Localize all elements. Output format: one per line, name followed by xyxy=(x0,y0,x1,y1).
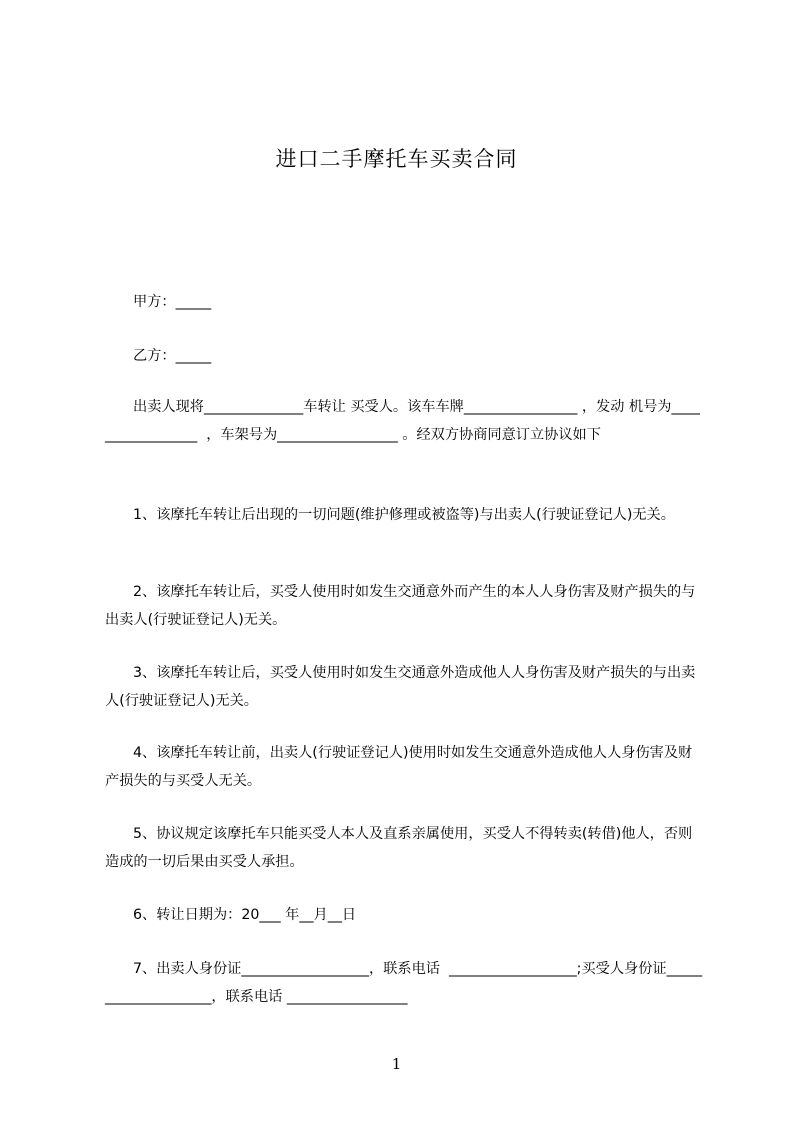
clause-6: 6、转让日期为：20___ 年__月__日 xyxy=(133,907,357,923)
clause-2: 2、该摩托车转让后，买受人使用时如发生交通意外而产生的本人人身伤害及财产损失的与出卖人(行驶证登记人)无关。 xyxy=(105,584,696,628)
clause-5: 5、协议规定该摩托车只能买受人本人及直系亲属使用，买受人不得转卖(转借)他人，否则造成的一切后果由买受人承担。 xyxy=(105,826,693,870)
clause-7: 7、出卖人身份证__________________，联系电话 __________________;买受人身份证____________________，联系电话 _________________ xyxy=(105,961,703,1005)
clause-4: 4、该摩托车转让前，出卖人(行驶证登记人)使用时如发生交通意外造成他人人身伤害及财产损失的与买受人无关。 xyxy=(105,745,693,789)
party-b-line: 乙方：_____ xyxy=(133,348,212,364)
clause-1: 1、该摩托车转让后出现的一切问题(维护修理或被盗等)与出卖人(行驶证登记人)无关。 xyxy=(133,507,675,523)
clause-3: 3、该摩托车转让后，买受人使用时如发生交通意外造成他人人身伤害及财产损失的与出卖人(行驶证登记人)无关。 xyxy=(105,665,696,709)
page-number: 1 xyxy=(391,1055,402,1073)
document-title: 进口二手摩托车买卖合同 xyxy=(275,147,518,171)
intro-paragraph: 出卖人现将______________车转让 买受人。该车车牌________________ ，发动 机号为_________________ ，车架号为_________________ 。经双方协商同意订立协议如下 xyxy=(105,399,700,443)
party-a-line: 甲方：_____ xyxy=(133,294,212,310)
